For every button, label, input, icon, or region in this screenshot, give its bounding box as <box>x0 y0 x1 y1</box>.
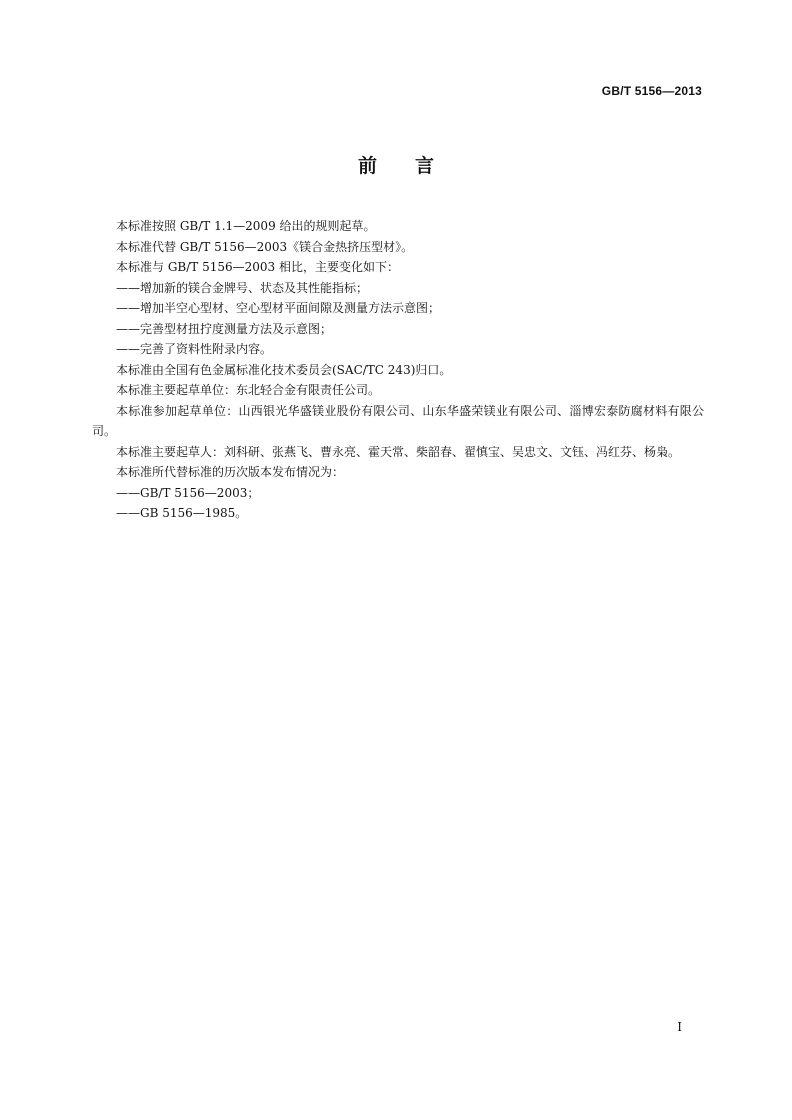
paragraph-changes-intro: 本标准与 GB/T 5156—2003 相比，主要变化如下： <box>116 260 399 274</box>
paragraph-main-drafter-unit: 本标准主要起草单位：东北轻合金有限责任公司。 <box>116 383 381 397</box>
change-item-twist-method: ——完善型材扭拧度测量方法及示意图； <box>116 321 333 336</box>
paragraph-drafting-rules: 本标准按照 GB/T 1.1—2009 给出的规则起草。 <box>116 219 376 233</box>
history-item-2003: ——GB/T 5156—2003； <box>116 485 260 500</box>
page-number: I <box>677 1020 682 1034</box>
paragraph-replaces: 本标准代替 GB/T 5156—2003《镁合金热挤压型材》。 <box>116 239 414 254</box>
paragraph-main-drafters: 本标准主要起草人：刘科研、张燕飞、曹永亮、霍天常、柴韶春、翟慎宝、吴忠文、文钰、冯红芬、杨枭。 <box>116 444 681 459</box>
paragraph-committee: 本标准由全国有色金属标准化技术委员会(SAC/TC 243)归口。 <box>116 362 452 377</box>
change-item-new-grades: ——增加新的镁合金牌号、状态及其性能指标； <box>116 280 369 295</box>
paragraph-participating-units: 本标准参加起草单位：山西银光华盛镁业股份有限公司、山东华盛荣镁业有限公司、淄博宏泰防腐材料有限公司。 <box>92 403 704 438</box>
change-item-annex: ——完善了资料性附录内容。 <box>116 342 273 356</box>
paragraph-history-intro: 本标准所代替标准的历次版本发布情况为： <box>116 465 345 479</box>
standard-code: GB/T 5156—2013 <box>601 84 702 98</box>
foreword-body <box>92 216 704 524</box>
page-title: 前言 <box>357 155 472 177</box>
change-item-gap-diagrams: ——增加半空心型材、空心型材平面间隙及测量方法示意图； <box>116 301 441 315</box>
history-item-1985: ——GB 5156—1985。 <box>116 506 248 520</box>
